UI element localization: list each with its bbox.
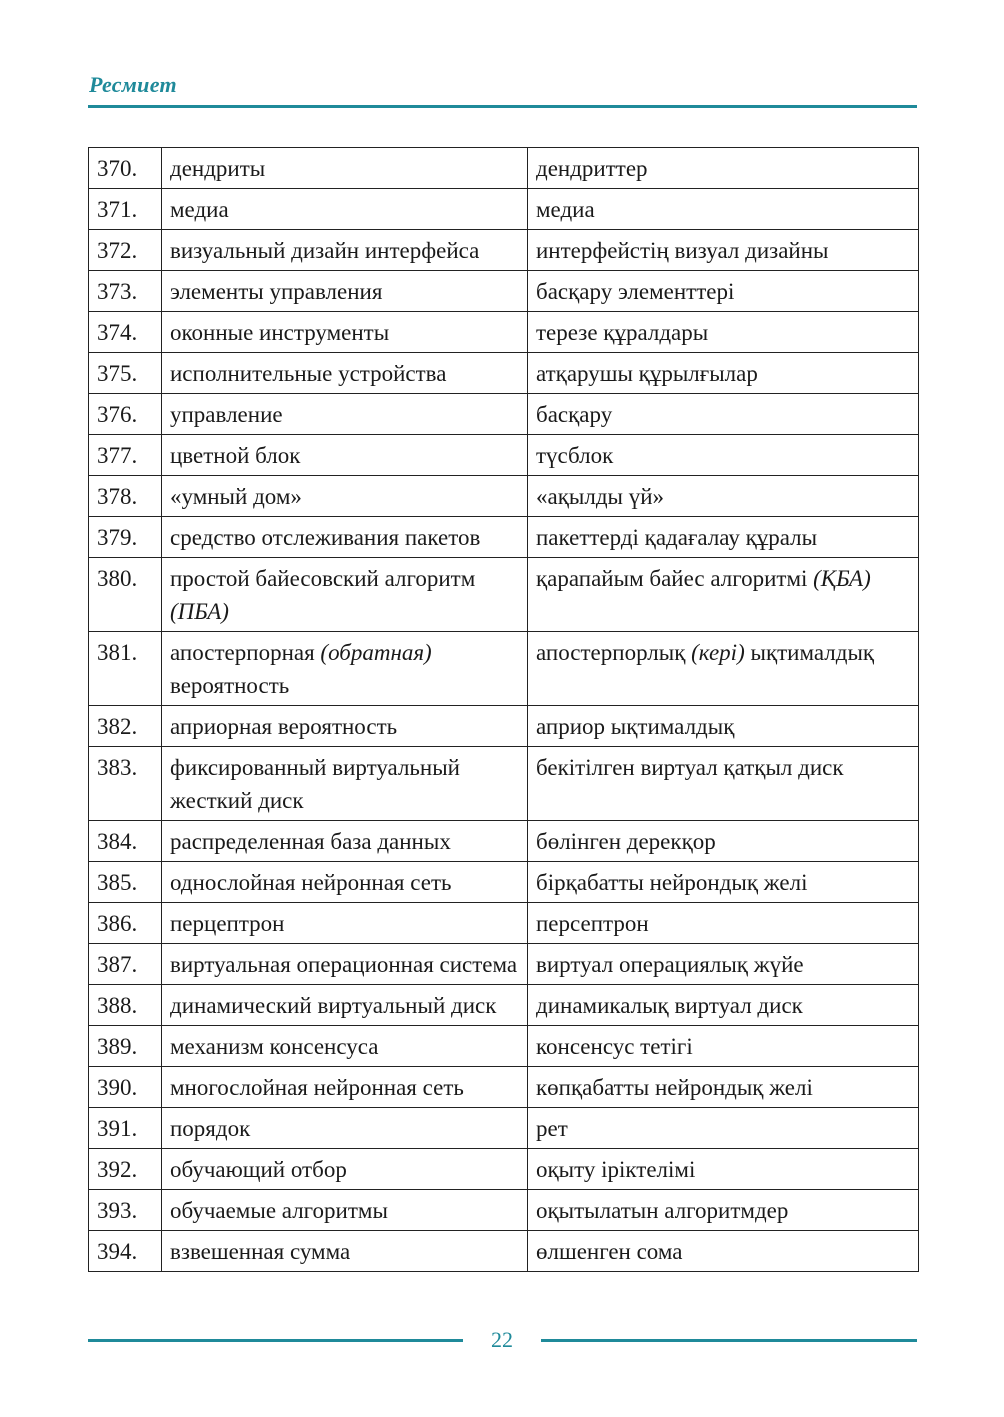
term-text: персептрон xyxy=(536,911,649,936)
term-kazakh xyxy=(528,632,919,706)
table-row xyxy=(89,903,919,944)
term-text: оконные инструменты xyxy=(170,320,390,345)
term-russian xyxy=(162,1067,528,1108)
term-kazakh xyxy=(528,1149,919,1190)
term-kazakh xyxy=(528,1190,919,1231)
term-text: дендриты xyxy=(170,156,266,181)
page-number: 22 xyxy=(491,1327,513,1352)
term-kazakh xyxy=(528,1108,919,1149)
term-kazakh xyxy=(528,189,919,230)
entry-number: 384. xyxy=(89,821,162,862)
table-row xyxy=(89,632,919,706)
table-row xyxy=(89,148,919,189)
term-text-continued: вероятность xyxy=(170,673,290,698)
footer-divider-left xyxy=(88,1339,463,1342)
term-kazakh xyxy=(528,394,919,435)
entry-number: 387. xyxy=(89,944,162,985)
entry-number: 381. xyxy=(89,632,162,706)
term-text: бөлінген дерекқор xyxy=(536,829,716,854)
term-kazakh xyxy=(528,517,919,558)
term-russian xyxy=(162,903,528,944)
term-text: оқыту іріктелімі xyxy=(536,1157,696,1182)
table-row xyxy=(89,435,919,476)
term-text: распределенная база данных xyxy=(170,829,451,854)
term-text: оқытылатын алгоритмдер xyxy=(536,1198,789,1223)
table-row xyxy=(89,1067,919,1108)
table-row xyxy=(89,1231,919,1272)
entry-number: 379. xyxy=(89,517,162,558)
term-text: «ақылды үй» xyxy=(536,484,665,509)
term-text: цветной блок xyxy=(170,443,301,468)
term-text: дендриттер xyxy=(536,156,648,181)
term-text: бекітілген виртуал қатқыл диск xyxy=(536,755,844,780)
term-text: многослойная нейронная сеть xyxy=(170,1075,464,1100)
term-kazakh xyxy=(528,747,919,821)
entry-number: 375. xyxy=(89,353,162,394)
term-kazakh xyxy=(528,271,919,312)
term-text: взвешенная сумма xyxy=(170,1239,351,1264)
term-text: управление xyxy=(170,402,283,427)
term-kazakh xyxy=(528,148,919,189)
term-text: өлшенген сома xyxy=(536,1239,683,1264)
footer-divider-right xyxy=(541,1339,917,1342)
term-kazakh xyxy=(528,944,919,985)
term-kazakh xyxy=(528,821,919,862)
term-abbreviation: (кері) xyxy=(691,640,745,665)
term-text: басқару xyxy=(536,402,613,427)
term-text: медиа xyxy=(536,197,595,222)
entry-number: 388. xyxy=(89,985,162,1026)
term-russian xyxy=(162,517,528,558)
term-text: фиксированный виртуальный жесткий диск xyxy=(170,755,460,813)
table-row xyxy=(89,271,919,312)
term-russian xyxy=(162,476,528,517)
table-row xyxy=(89,985,919,1026)
table-row xyxy=(89,706,919,747)
entry-number: 394. xyxy=(89,1231,162,1272)
table-row xyxy=(89,1108,919,1149)
term-russian xyxy=(162,1149,528,1190)
term-text: апостерпорлық xyxy=(536,640,686,665)
glossary-body xyxy=(89,148,919,1272)
header-divider xyxy=(88,105,917,108)
term-russian xyxy=(162,632,528,706)
term-text: визуальный дизайн интерфейса xyxy=(170,238,480,263)
term-text: перцептрон xyxy=(170,911,285,936)
entry-number: 389. xyxy=(89,1026,162,1067)
term-russian xyxy=(162,558,528,632)
term-russian xyxy=(162,1026,528,1067)
term-text: апостерпорная xyxy=(170,640,315,665)
term-text: рет xyxy=(536,1116,568,1141)
term-kazakh xyxy=(528,706,919,747)
term-text: порядок xyxy=(170,1116,251,1141)
term-text: «умный дом» xyxy=(170,484,302,509)
term-russian xyxy=(162,312,528,353)
table-row xyxy=(89,747,919,821)
table-row xyxy=(89,1190,919,1231)
term-russian xyxy=(162,862,528,903)
term-text: динамикалық виртуал диск xyxy=(536,993,803,1018)
table-row xyxy=(89,312,919,353)
term-text: динамический виртуальный диск xyxy=(170,993,497,1018)
table-row xyxy=(89,862,919,903)
term-text: басқару элементтері xyxy=(536,279,735,304)
table-row xyxy=(89,230,919,271)
entry-number: 393. xyxy=(89,1190,162,1231)
term-kazakh xyxy=(528,558,919,632)
table-row xyxy=(89,821,919,862)
table-row xyxy=(89,394,919,435)
term-abbreviation: (ПБА) xyxy=(170,599,229,624)
term-russian xyxy=(162,1231,528,1272)
term-text: көпқабатты нейрондық желі xyxy=(536,1075,813,1100)
entry-number: 392. xyxy=(89,1149,162,1190)
term-abbreviation: (ҚБА) xyxy=(813,566,871,591)
term-text: априорная вероятность xyxy=(170,714,398,739)
entry-number: 378. xyxy=(89,476,162,517)
term-text: средство отслеживания пакетов xyxy=(170,525,481,550)
glossary-table xyxy=(88,147,919,1272)
entry-number: 385. xyxy=(89,862,162,903)
term-text: механизм консенсуса xyxy=(170,1034,379,1059)
term-kazakh xyxy=(528,435,919,476)
term-kazakh xyxy=(528,353,919,394)
term-russian xyxy=(162,353,528,394)
term-russian xyxy=(162,435,528,476)
term-text: обучающий отбор xyxy=(170,1157,347,1182)
term-text: консенсус тетігі xyxy=(536,1034,693,1059)
term-text: априор ықтималдық xyxy=(536,714,735,739)
term-text: пакеттерді қадағалау құралы xyxy=(536,525,818,550)
entry-number: 370. xyxy=(89,148,162,189)
page-header-title: Ресмиет xyxy=(89,72,177,97)
term-russian xyxy=(162,747,528,821)
table-row xyxy=(89,1149,919,1190)
term-kazakh xyxy=(528,230,919,271)
table-row xyxy=(89,476,919,517)
entry-number: 386. xyxy=(89,903,162,944)
entry-number: 376. xyxy=(89,394,162,435)
term-kazakh xyxy=(528,1231,919,1272)
term-kazakh xyxy=(528,1067,919,1108)
term-russian xyxy=(162,230,528,271)
term-kazakh xyxy=(528,985,919,1026)
entry-number: 371. xyxy=(89,189,162,230)
entry-number: 373. xyxy=(89,271,162,312)
entry-number: 377. xyxy=(89,435,162,476)
term-russian xyxy=(162,148,528,189)
term-text: виртуал операциялық жүйе xyxy=(536,952,804,977)
table-row xyxy=(89,517,919,558)
term-text: однослойная нейронная сеть xyxy=(170,870,452,895)
term-russian xyxy=(162,706,528,747)
term-text: исполнительные устройства xyxy=(170,361,447,386)
term-text: элементы управления xyxy=(170,279,383,304)
table-row xyxy=(89,189,919,230)
term-kazakh xyxy=(528,312,919,353)
term-kazakh xyxy=(528,862,919,903)
term-text: терезе құралдары xyxy=(536,320,709,345)
table-row xyxy=(89,353,919,394)
entry-number: 380. xyxy=(89,558,162,632)
term-russian xyxy=(162,1108,528,1149)
term-russian xyxy=(162,821,528,862)
table-row xyxy=(89,558,919,632)
term-kazakh xyxy=(528,1026,919,1067)
term-russian xyxy=(162,1190,528,1231)
term-russian xyxy=(162,944,528,985)
entry-number: 382. xyxy=(89,706,162,747)
term-kazakh xyxy=(528,903,919,944)
term-text: интерфейстің визуал дизайны xyxy=(536,238,829,263)
table-row xyxy=(89,944,919,985)
term-russian xyxy=(162,271,528,312)
term-russian xyxy=(162,394,528,435)
term-text: медиа xyxy=(170,197,229,222)
term-text: атқарушы құрылғылар xyxy=(536,361,758,386)
term-text: обучаемые алгоритмы xyxy=(170,1198,388,1223)
term-russian xyxy=(162,985,528,1026)
term-text-continued: ықтималдық xyxy=(750,640,875,665)
term-russian xyxy=(162,189,528,230)
entry-number: 390. xyxy=(89,1067,162,1108)
term-text: простой байесовский алгоритм xyxy=(170,566,476,591)
term-text: виртуальная операционная система xyxy=(170,952,518,977)
entry-number: 372. xyxy=(89,230,162,271)
term-text: бірқабатты нейрондық желі xyxy=(536,870,808,895)
term-kazakh xyxy=(528,476,919,517)
term-text: түсблок xyxy=(536,443,614,468)
entry-number: 383. xyxy=(89,747,162,821)
entry-number: 391. xyxy=(89,1108,162,1149)
entry-number: 374. xyxy=(89,312,162,353)
table-row xyxy=(89,1026,919,1067)
term-abbreviation: (обратная) xyxy=(320,640,432,665)
term-text: қарапайым байес алгоритмі xyxy=(536,566,808,591)
